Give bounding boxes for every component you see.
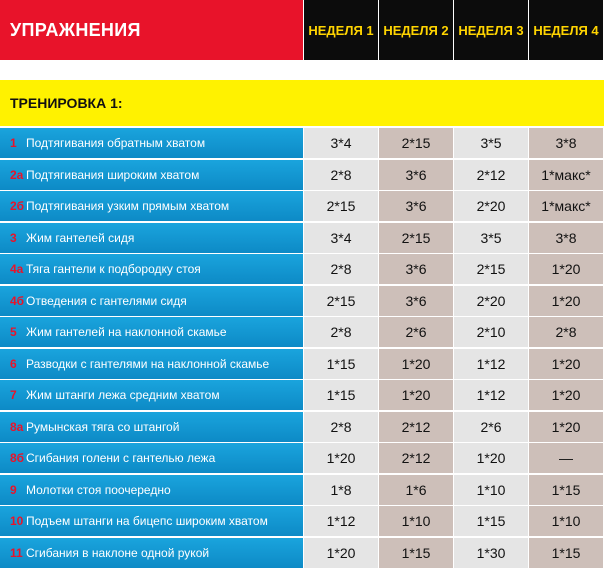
exercise-name: Подтягивания широким хватом bbox=[26, 167, 200, 182]
exercise-cell bbox=[0, 443, 303, 473]
week-2-value: 1*15 bbox=[379, 538, 453, 568]
week-3-value: 3*5 bbox=[454, 128, 528, 158]
exercise-cell bbox=[0, 317, 303, 347]
week-2-value: 2*15 bbox=[379, 223, 453, 253]
table-row bbox=[0, 349, 604, 379]
exercise-name: Разводки с гантелями на наклонной скамье bbox=[26, 356, 270, 371]
table-row bbox=[0, 506, 604, 536]
exercise-name: Подтягивания узким прямым хватом bbox=[26, 199, 230, 213]
table-row bbox=[0, 286, 604, 316]
week-2-value: 3*6 bbox=[379, 160, 453, 190]
exercise-name: Сгибания в наклоне одной рукой bbox=[26, 545, 210, 560]
exercise-cell bbox=[0, 254, 303, 284]
exercise-cell bbox=[0, 380, 303, 410]
week-1-value: 2*15 bbox=[304, 286, 378, 316]
week-3-value: 2*20 bbox=[454, 286, 528, 316]
week-3-value: 2*20 bbox=[454, 191, 528, 221]
exercise-number: 1 bbox=[10, 136, 17, 150]
week-4-value: 3*8 bbox=[529, 128, 603, 158]
week-1-value: 1*20 bbox=[304, 443, 378, 473]
table-row bbox=[0, 412, 604, 442]
week-3-value: 1*12 bbox=[454, 380, 528, 410]
week-2-value: 3*6 bbox=[379, 191, 453, 221]
week-4-value: 1*20 bbox=[529, 380, 603, 410]
week-1-header: НЕДЕЛЯ 1 bbox=[304, 0, 378, 60]
week-4-value: 1*макс* bbox=[529, 191, 603, 221]
week-3-value: 2*12 bbox=[454, 160, 528, 190]
week-3-value: 1*12 bbox=[454, 349, 528, 379]
table-row bbox=[0, 538, 604, 568]
week-3-value: 2*10 bbox=[454, 317, 528, 347]
exercise-number: 8б bbox=[10, 451, 25, 465]
exercise-cell bbox=[0, 286, 303, 316]
exercise-number: 6 bbox=[10, 356, 17, 371]
week-4-header: НЕДЕЛЯ 4 bbox=[529, 0, 603, 60]
table-header bbox=[0, 0, 604, 60]
week-1-value: 2*8 bbox=[304, 254, 378, 284]
week-2-value: 1*6 bbox=[379, 475, 453, 505]
week-1-value: 1*15 bbox=[304, 349, 378, 379]
week-1-value: 1*15 bbox=[304, 380, 378, 410]
week-4-value: 1*15 bbox=[529, 538, 603, 568]
exercise-name: Тяга гантели к подбородку стоя bbox=[26, 262, 201, 276]
week-1-value: 3*4 bbox=[304, 128, 378, 158]
table-row bbox=[0, 254, 604, 284]
exercise-number: 2а bbox=[10, 167, 24, 182]
week-4-value: 1*10 bbox=[529, 506, 603, 536]
exercise-number: 4а bbox=[10, 262, 24, 276]
week-1-value: 2*8 bbox=[304, 412, 378, 442]
week-4-value: 1*20 bbox=[529, 349, 603, 379]
exercise-cell bbox=[0, 506, 303, 536]
table-row bbox=[0, 475, 604, 505]
exercise-cell bbox=[0, 160, 303, 190]
table-row bbox=[0, 223, 604, 253]
week-1-value: 2*8 bbox=[304, 160, 378, 190]
exercise-number: 4б bbox=[10, 293, 25, 308]
week-1-value: 1*12 bbox=[304, 506, 378, 536]
week-1-value: 1*8 bbox=[304, 475, 378, 505]
week-3-value: 2*6 bbox=[454, 412, 528, 442]
exercise-name: Молотки стоя поочередно bbox=[26, 482, 171, 497]
week-1-value: 2*8 bbox=[304, 317, 378, 347]
exercise-cell bbox=[0, 412, 303, 442]
week-3-value: 1*30 bbox=[454, 538, 528, 568]
week-4-value: 1*макс* bbox=[529, 160, 603, 190]
exercise-name: Отведения с гантелями сидя bbox=[26, 293, 187, 308]
week-2-header: НЕДЕЛЯ 2 bbox=[379, 0, 453, 60]
week-3-value: 2*15 bbox=[454, 254, 528, 284]
week-4-value: 1*20 bbox=[529, 254, 603, 284]
table-row bbox=[0, 160, 604, 190]
week-4-value: 1*15 bbox=[529, 475, 603, 505]
exercise-name: Жим гантелей сидя bbox=[26, 230, 135, 245]
week-1-value: 1*20 bbox=[304, 538, 378, 568]
section-title: ТРЕНИРОВКА 1: bbox=[0, 80, 604, 126]
table-row bbox=[0, 128, 604, 158]
week-4-value: 2*8 bbox=[529, 317, 603, 347]
week-4-value: 3*8 bbox=[529, 223, 603, 253]
table-row bbox=[0, 443, 604, 473]
week-1-value: 2*15 bbox=[304, 191, 378, 221]
week-2-value: 1*20 bbox=[379, 380, 453, 410]
week-2-value: 1*10 bbox=[379, 506, 453, 536]
week-2-value: 1*20 bbox=[379, 349, 453, 379]
exercise-number: 11 bbox=[10, 545, 23, 560]
week-1-value: 3*4 bbox=[304, 223, 378, 253]
table-row bbox=[0, 191, 604, 221]
week-2-value: 2*12 bbox=[379, 443, 453, 473]
exercise-name: Жим гантелей на наклонной скамье bbox=[26, 325, 227, 339]
exercise-name: Подъем штанги на бицепс широким хватом bbox=[26, 514, 268, 528]
exercise-cell bbox=[0, 538, 303, 568]
exercise-number: 5 bbox=[10, 325, 17, 339]
week-2-value: 2*12 bbox=[379, 412, 453, 442]
exercise-number: 8а bbox=[10, 419, 24, 434]
exercise-name: Румынская тяга со штангой bbox=[26, 419, 180, 434]
exercise-cell bbox=[0, 191, 303, 221]
exercise-cell bbox=[0, 475, 303, 505]
week-2-value: 2*15 bbox=[379, 128, 453, 158]
week-4-value: 1*20 bbox=[529, 412, 603, 442]
exercise-number: 3 bbox=[10, 230, 17, 245]
week-3-value: 3*5 bbox=[454, 223, 528, 253]
exercise-name: Жим штанги лежа средним хватом bbox=[26, 388, 220, 402]
exercise-cell bbox=[0, 128, 303, 158]
exercise-cell bbox=[0, 349, 303, 379]
week-2-value: 3*6 bbox=[379, 286, 453, 316]
week-3-value: 1*20 bbox=[454, 443, 528, 473]
week-2-value: 3*6 bbox=[379, 254, 453, 284]
exercise-number: 10 bbox=[10, 514, 24, 528]
exercise-name: Подтягивания обратным хватом bbox=[26, 136, 206, 150]
week-3-value: 1*10 bbox=[454, 475, 528, 505]
exercise-number: 2б bbox=[10, 199, 25, 213]
exercise-number: 7 bbox=[10, 388, 17, 402]
table-row bbox=[0, 380, 604, 410]
week-4-value: — bbox=[529, 443, 603, 473]
exercise-number: 9 bbox=[10, 482, 17, 497]
week-4-value: 1*20 bbox=[529, 286, 603, 316]
week-3-header: НЕДЕЛЯ 3 bbox=[454, 0, 528, 60]
exercise-cell bbox=[0, 223, 303, 253]
week-3-value: 1*15 bbox=[454, 506, 528, 536]
exercises-header: УПРАЖНЕНИЯ bbox=[0, 0, 303, 60]
week-2-value: 2*6 bbox=[379, 317, 453, 347]
exercise-name: Сгибания голени с гантелью лежа bbox=[26, 451, 216, 465]
table-row bbox=[0, 317, 604, 347]
